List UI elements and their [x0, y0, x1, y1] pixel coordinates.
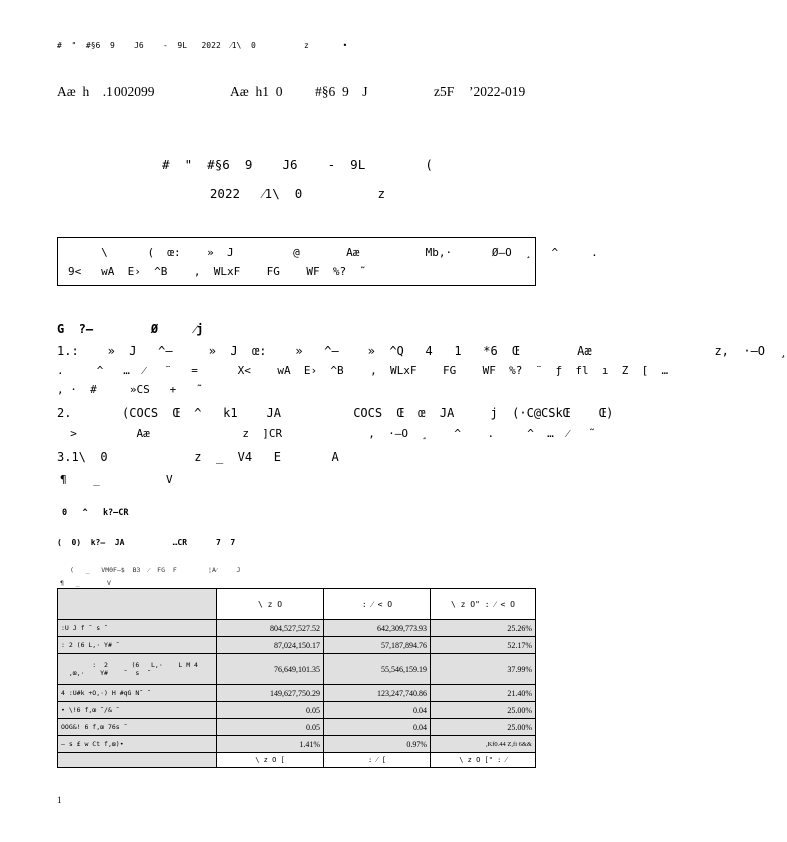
document-title: # " #§6 9 J6 - 9L ( — [162, 157, 433, 172]
paragraph-1-line-2: . ^ … ⁄ ¨ = X< wA E› ^B , WLxF FG WF %? ¨ ƒ fl ı Z [ … — [57, 364, 669, 377]
cell-current: 76,649,101.35 — [217, 654, 324, 685]
cell-prior: 57,187,894.76 — [324, 637, 431, 654]
row-label: :U J f ˜ s ˜ — [58, 620, 217, 637]
section-heading: G ?– Ø ⁄j — [57, 322, 204, 336]
row-label: OOG&! 6 f,œ 76s ˜ — [58, 719, 217, 736]
sub-heading: 0 ^ k?–CR — [62, 508, 129, 518]
cell-change: 21.40% — [431, 685, 536, 702]
cell-prior: 0.04 — [324, 702, 431, 719]
table-footer-row — [58, 753, 536, 768]
disclaimer-line-1: \ ( œ: » J @ Aæ Mb,· Ø–O ¸ ^ . — [68, 246, 598, 259]
notice-no-label: z5F — [434, 84, 455, 99]
row-label: • \!6 f,œ ˜/& ˜ — [58, 702, 217, 719]
cell-current: 1.41% — [217, 736, 324, 753]
row-label: : 2 (6 L,· Y# ˜ — [58, 637, 217, 654]
cell-current: 0.05 — [217, 719, 324, 736]
paragraph-1-line-3: , · # »CS + ˜ — [57, 383, 203, 396]
cell-prior: 0.04 — [324, 719, 431, 736]
paragraph-4: ¶ _ V — [60, 473, 173, 486]
short-name: #§6 9 J — [315, 84, 368, 99]
footer-current-period: \ z O [ — [217, 753, 324, 768]
short-name-label: Aæ h1 0 — [230, 84, 283, 99]
disclaimer-line-2: 9< wA E› ^B , WLxF FG WF %? ˜ — [68, 265, 367, 278]
row-label: – s £ w Ct f,œ)• — [58, 736, 217, 753]
table-caption-2: ¶ _ V — [60, 579, 111, 587]
company-label: Aæ h .1 — [57, 84, 113, 99]
cell-current: 87,024,150.17 — [217, 637, 324, 654]
paragraph-3-line-1: 3.1\ 0 z _ V4 E A — [57, 450, 339, 464]
footer-prior-period: : ⁄ [ — [324, 753, 431, 768]
footer-change: \ z O [" : ⁄ — [431, 753, 536, 768]
footer-item — [58, 753, 217, 768]
cell-prior: 642,309,773.93 — [324, 620, 431, 637]
row-label: : 2 (6 L,· L M 4 ,œ,· Y# ˜ s ˜ — [58, 654, 217, 685]
cell-prior: 0.97% — [324, 736, 431, 753]
cell-current: 0.05 — [217, 702, 324, 719]
cell-change: ,Kf0.44 Z,fi 6&& — [431, 736, 536, 753]
table-row — [58, 620, 536, 637]
cell-prior: 123,247,740.86 — [324, 685, 431, 702]
table-row — [58, 685, 536, 702]
cell-prior: 55,546,159.19 — [324, 654, 431, 685]
financial-data-table — [57, 588, 536, 768]
disclaimer-box — [57, 237, 598, 286]
paragraph-1-line-1: 1.: » J ^– » J œ: » ^– » ^Q 4 1 *6 Œ Aæ z, ·–O ¸ — [57, 344, 787, 358]
header-current-period: \ z O — [217, 589, 324, 620]
header-change: \ z O" : ⁄ < O — [431, 589, 536, 620]
header-item — [58, 589, 217, 620]
page-number: 1 — [57, 795, 62, 805]
table-row — [58, 719, 536, 736]
table-header-row — [58, 589, 536, 620]
table-row — [58, 637, 536, 654]
notice-number: ’2022-019 — [469, 84, 526, 99]
table-row — [58, 736, 536, 753]
cell-current: 149,627,750.29 — [217, 685, 324, 702]
row-label: 4 :U#k +O,·) H #qG N˜ ˜ — [58, 685, 217, 702]
stock-code: 002099 — [114, 84, 155, 99]
table-row — [58, 702, 536, 719]
cell-change: 25.00% — [431, 719, 536, 736]
paragraph-2-line-2: > Aæ z ]CR , ·–O ¸ ^ . ^ … ⁄ ˜ — [57, 427, 596, 440]
table-row — [58, 654, 536, 685]
cell-change: 37.99% — [431, 654, 536, 685]
header-prior-period: : ⁄ < O — [324, 589, 431, 620]
running-header: # " #§6 9 J6 - 9L 2022 ⁄1\ 0 z • — [57, 41, 348, 50]
table-title: ( 0) k?– JA …CR 7 7 — [57, 538, 236, 547]
table-caption-1: ( _ VM0F–$ B3 ⁄ FG F ¦A⁄ J — [70, 566, 241, 574]
company-info-line — [57, 84, 547, 196]
paragraph-2-line-1: 2. (COCS Œ ^ k1 JA COCS Œ œ JA j (·C@CSkŒ Œ) — [57, 406, 614, 420]
cell-change: 52.17% — [431, 637, 536, 654]
document-subtitle: 2022 ⁄1\ 0 z — [209, 186, 386, 201]
cell-current: 804,527,527.52 — [217, 620, 324, 637]
cell-change: 25.00% — [431, 702, 536, 719]
cell-change: 25.26% — [431, 620, 536, 637]
